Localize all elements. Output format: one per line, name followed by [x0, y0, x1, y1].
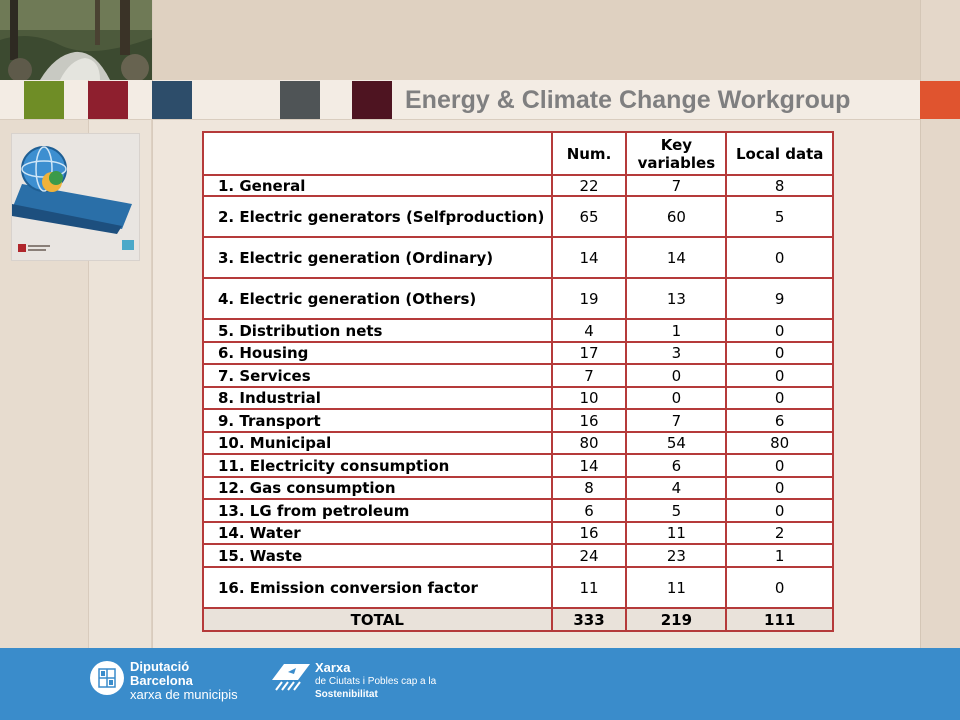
- row-num: 17: [552, 342, 627, 364]
- row-num: 14: [552, 454, 627, 477]
- color-square-orange: [920, 81, 960, 119]
- row-num: 7: [552, 364, 627, 387]
- total-num: 333: [552, 608, 627, 631]
- row-label: 2. Electric generators (Selfproduction): [203, 196, 552, 237]
- publication-cover-image: [11, 133, 140, 261]
- table-row: [203, 499, 833, 522]
- table-row: [203, 237, 833, 278]
- row-num: 19: [552, 278, 627, 319]
- row-num: 11: [552, 567, 627, 608]
- color-square-blue: [152, 81, 192, 119]
- diputacio-line3: xarxa de municipis: [130, 687, 238, 702]
- row-local: 80: [726, 432, 833, 454]
- row-local: 6: [726, 409, 833, 432]
- forest-stream-photo: [0, 0, 152, 80]
- row-key: 0: [626, 364, 726, 387]
- row-key: 7: [626, 175, 726, 196]
- table-row: [203, 175, 833, 196]
- row-key: 0: [626, 387, 726, 409]
- xarxa-line3: Sostenibilitat: [315, 689, 378, 700]
- table-row: [203, 432, 833, 454]
- table-row: [203, 409, 833, 432]
- row-key: 13: [626, 278, 726, 319]
- row-local: 1: [726, 544, 833, 567]
- header-cell-empty: [203, 132, 552, 175]
- total-key: 219: [626, 608, 726, 631]
- table-row: [203, 342, 833, 364]
- header-cell-key-variables: Key variables: [626, 132, 726, 175]
- table-row: [203, 544, 833, 567]
- table-row: [203, 522, 833, 544]
- row-key: 3: [626, 342, 726, 364]
- color-square-green: [24, 81, 64, 119]
- row-key: 23: [626, 544, 726, 567]
- row-key: 60: [626, 196, 726, 237]
- xarxa-text: [315, 660, 436, 701]
- row-local: 2: [726, 522, 833, 544]
- row-label: 16. Emission conversion factor: [203, 567, 552, 608]
- header-band-light: [152, 0, 920, 80]
- xarxa-logo: [270, 660, 312, 694]
- color-square-red: [88, 81, 128, 119]
- row-num: 8: [552, 477, 627, 499]
- row-num: 14: [552, 237, 627, 278]
- table-total-row: [203, 608, 833, 631]
- row-num: 24: [552, 544, 627, 567]
- row-label: 4. Electric generation (Others): [203, 278, 552, 319]
- row-num: 22: [552, 175, 627, 196]
- row-label: 8. Industrial: [203, 387, 552, 409]
- row-key: 54: [626, 432, 726, 454]
- diputacio-barcelona-logo: [90, 661, 124, 695]
- table-row: [203, 567, 833, 608]
- row-num: 4: [552, 319, 627, 342]
- table-row: [203, 196, 833, 237]
- xarxa-line2: de Ciutats i Pobles cap a la: [315, 676, 437, 687]
- row-key: 11: [626, 522, 726, 544]
- diputacio-line2: Barcelona: [130, 673, 193, 688]
- header-cell-local-data: Local data: [726, 132, 833, 175]
- row-label: 12. Gas consumption: [203, 477, 552, 499]
- table-row: [203, 319, 833, 342]
- row-num: 65: [552, 196, 627, 237]
- row-key: 7: [626, 409, 726, 432]
- row-label: 5. Distribution nets: [203, 319, 552, 342]
- row-local: 0: [726, 499, 833, 522]
- row-local: 0: [726, 342, 833, 364]
- row-local: 8: [726, 175, 833, 196]
- row-local: 0: [726, 319, 833, 342]
- row-label: 14. Water: [203, 522, 552, 544]
- row-label: 10. Municipal: [203, 432, 552, 454]
- row-label: 1. General: [203, 175, 552, 196]
- row-local: 9: [726, 278, 833, 319]
- table-row: [203, 454, 833, 477]
- row-local: 5: [726, 196, 833, 237]
- row-label: 15. Waste: [203, 544, 552, 567]
- row-key: 4: [626, 477, 726, 499]
- row-label: 3. Electric generation (Ordinary): [203, 237, 552, 278]
- xarxa-line1: Xarxa: [315, 660, 351, 675]
- row-key: 11: [626, 567, 726, 608]
- row-key: 6: [626, 454, 726, 477]
- table-header-row: [203, 132, 833, 175]
- row-label: 13. LG from petroleum: [203, 499, 552, 522]
- table-row: [203, 364, 833, 387]
- row-label: 6. Housing: [203, 342, 552, 364]
- total-local: 111: [726, 608, 833, 631]
- color-square-gray: [280, 81, 320, 119]
- row-label: 9. Transport: [203, 409, 552, 432]
- table-row: [203, 387, 833, 409]
- row-local: 0: [726, 237, 833, 278]
- row-num: 6: [552, 499, 627, 522]
- row-local: 0: [726, 567, 833, 608]
- row-num: 16: [552, 409, 627, 432]
- color-square-maroon: [352, 81, 392, 119]
- table-row: [203, 477, 833, 499]
- row-num: 80: [552, 432, 627, 454]
- row-key: 14: [626, 237, 726, 278]
- table-row: [203, 278, 833, 319]
- row-local: 0: [726, 477, 833, 499]
- indicators-table: [202, 131, 834, 632]
- diputacio-line1: Diputació: [130, 659, 190, 674]
- diputacio-text: [130, 660, 238, 702]
- total-label: TOTAL: [203, 608, 552, 631]
- row-label: 11. Electricity consumption: [203, 454, 552, 477]
- row-local: 0: [726, 454, 833, 477]
- page-title: Energy & Climate Change Workgroup: [405, 86, 851, 114]
- row-key: 5: [626, 499, 726, 522]
- row-local: 0: [726, 387, 833, 409]
- row-label: 7. Services: [203, 364, 552, 387]
- row-key: 1: [626, 319, 726, 342]
- row-local: 0: [726, 364, 833, 387]
- row-num: 10: [552, 387, 627, 409]
- row-num: 16: [552, 522, 627, 544]
- header-cell-num: Num.: [552, 132, 627, 175]
